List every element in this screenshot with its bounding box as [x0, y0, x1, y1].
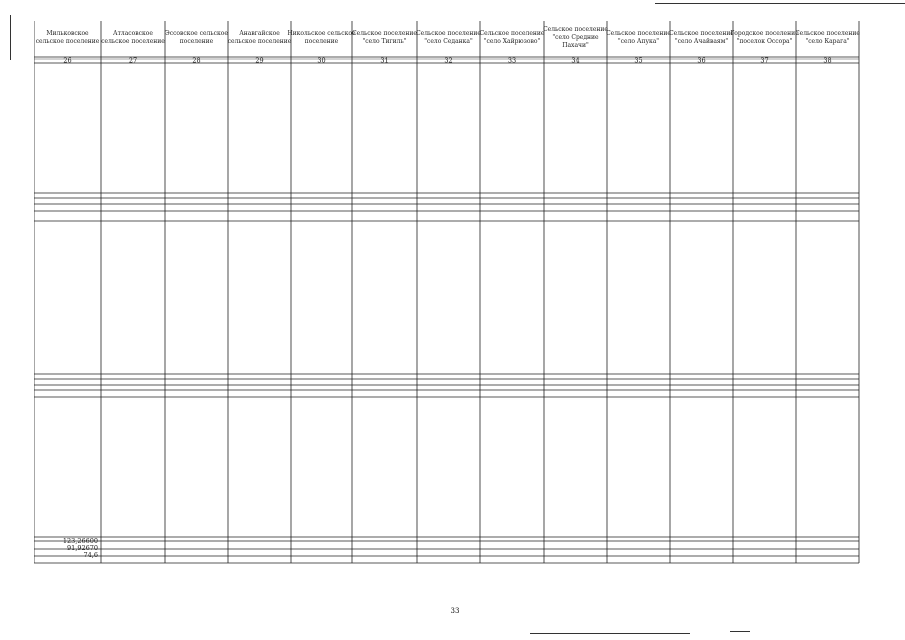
column-header: сельское поселение — [35, 38, 100, 45]
column-number: 30 — [317, 56, 326, 65]
column-header: "село Карага" — [805, 38, 850, 45]
column-header: Мильковское — [46, 30, 89, 37]
column-header: "село Хайрюзово" — [483, 38, 541, 45]
column-number: 27 — [128, 56, 138, 65]
column-header: Сельское поселение — [606, 30, 671, 37]
column-header: сельское поселение — [101, 38, 165, 45]
column-header: Никольское сельское — [287, 30, 356, 37]
column-header: "село Тигиль" — [362, 38, 407, 45]
column-header: Пахачи" — [562, 42, 589, 49]
column-header: Эссовское сельское — [165, 30, 228, 37]
column-number: 26 — [63, 56, 72, 65]
column-header: "село Седанка" — [424, 38, 473, 45]
scan-mark-bottom — [530, 633, 690, 634]
column-header: "поселок Оссора" — [736, 38, 793, 45]
cell-value: 123,26600 — [62, 537, 98, 545]
column-header: "село Средние — [552, 34, 599, 41]
column-number: 37 — [760, 56, 769, 65]
page-number: 33 — [450, 607, 460, 615]
column-header: Анавгайское — [239, 30, 280, 37]
column-header: Сельское поселение — [543, 26, 608, 33]
column-number: 28 — [192, 56, 201, 65]
column-header: Атласовское — [113, 30, 153, 37]
column-number: 34 — [571, 56, 580, 65]
column-header: "село Апука" — [617, 38, 660, 45]
cell-value: 91,92670 — [66, 544, 98, 552]
column-number: 38 — [823, 56, 832, 65]
budget-table — [34, 21, 860, 566]
column-header: поселение — [179, 38, 214, 45]
column-header: Сельское поселение — [352, 30, 417, 37]
column-header: поселение — [304, 38, 339, 45]
column-number: 32 — [444, 56, 453, 65]
column-number: 33 — [507, 56, 517, 65]
column-header: Сельское поселение — [416, 30, 481, 37]
table-grid — [34, 21, 860, 566]
column-header: Сельское поселение — [795, 30, 860, 37]
column-header: "село Ачайваям" — [674, 38, 729, 45]
column-header: Сельское поселение — [669, 30, 734, 37]
column-header: сельское поселение — [227, 38, 292, 45]
scan-mark-top — [655, 3, 905, 4]
column-number: 35 — [634, 56, 643, 65]
column-header: Городское поселение — [730, 30, 799, 37]
column-number: 29 — [255, 56, 264, 65]
scan-mark-left — [10, 15, 11, 60]
column-number: 31 — [380, 56, 389, 65]
scan-mark-bottom-right — [730, 631, 750, 632]
column-header: Сельское поселение — [479, 30, 545, 37]
cell-value: 74,6 — [83, 551, 98, 559]
column-number: 36 — [697, 56, 706, 65]
